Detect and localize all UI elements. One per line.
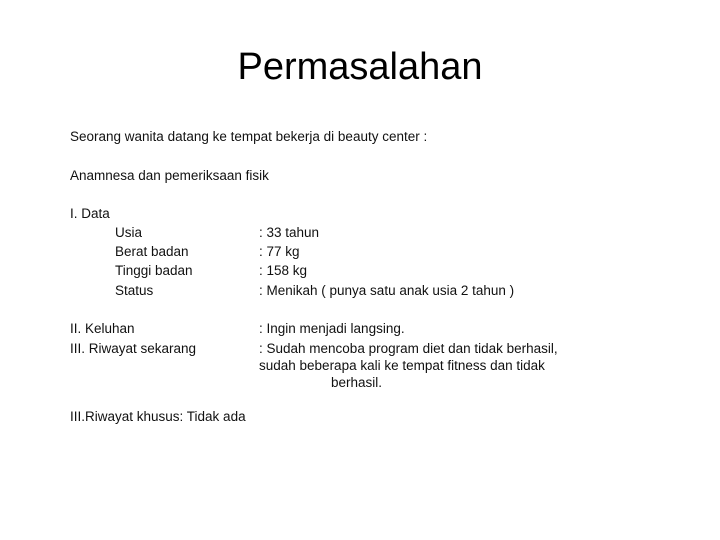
current-history-line: : Sudah mencoba program diet dan tidak berhasil, <box>259 341 558 356</box>
data-value-height: : 158 kg <box>259 263 308 278</box>
special-history: III.Riwayat khusus: Tidak ada <box>70 409 246 424</box>
data-label-age: Usia <box>115 225 143 240</box>
current-history-line: sudah beberapa kali ke tempat fitness dan tidak <box>259 358 545 373</box>
data-value-age: : 33 tahun <box>259 225 320 240</box>
slide-title: Permasalahan <box>237 46 483 88</box>
complaint-label: II. Keluhan <box>70 321 135 336</box>
data-value-status: : Menikah ( punya satu anak usia 2 tahun ) <box>259 283 515 298</box>
current-history-label: III. Riwayat sekarang <box>70 341 197 356</box>
data-heading: I. Data <box>70 206 110 221</box>
complaint-value: : Ingin menjadi langsing. <box>259 321 405 336</box>
intro-text: Seorang wanita datang ke tempat bekerja di beauty center : <box>70 129 428 144</box>
current-history-text <box>259 340 558 391</box>
data-label-height: Tinggi badan <box>115 263 193 278</box>
data-label-status: Status <box>115 283 154 298</box>
current-history-line: berhasil. <box>331 375 383 390</box>
data-label-weight: Berat badan <box>115 244 189 259</box>
data-value-weight: : 77 kg <box>259 244 300 259</box>
anamnesis-heading: Anamnesa dan pemeriksaan fisik <box>70 168 269 183</box>
